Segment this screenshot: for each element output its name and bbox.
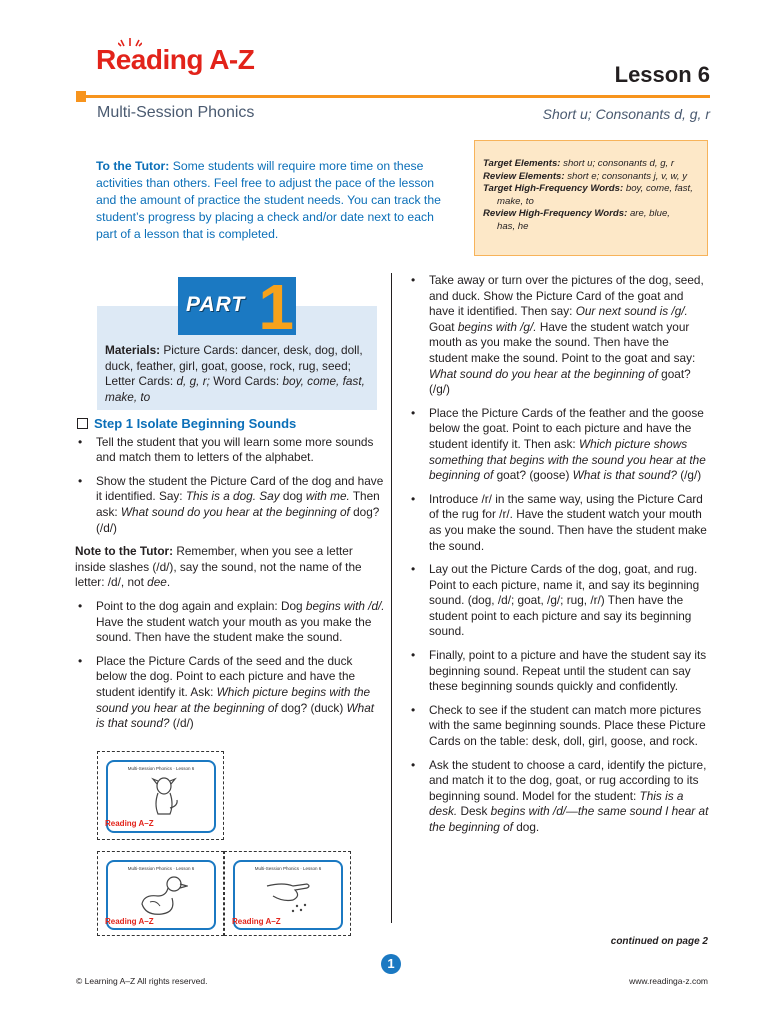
list-item: • Take away or turn over the pictures of the dog, seed, and duck. Show the Picture Card of the goat and have it identified. Then say: Our next sound is /g/. Goat begins with /g/. Have the student watch your mouth as you make the sound. Then have the student make the sound. Point to the goat and say: What sound do you hear at the beginning of goat? (/g/) xyxy=(408,273,710,398)
course-title: Multi-Session Phonics xyxy=(97,104,255,121)
reading-az-logo: Reading A-Z xyxy=(96,46,254,74)
tutor-intro: To the Tutor: Some students will require more time on these activities than others. Feel free to adjust the pace of the lesson and the amount of practice the student needs. You can track the student’s progress by placing a check and/or date next to each part of a lesson that is completed. xyxy=(96,159,441,241)
lesson-number: Lesson 6 xyxy=(614,62,710,87)
left-column xyxy=(75,416,385,740)
duck-icon xyxy=(138,874,188,920)
list-item: • Place the Picture Cards of the feather and the goose below the goat. Point to each picture and have the student identify it. Then ask: Which picture shows something that begins with the sound you hear at the beginning of goat? (goose) What is that sound? (/g/) xyxy=(408,406,710,484)
right-column xyxy=(408,273,710,844)
sun-rays-icon xyxy=(118,37,142,47)
part-label: PART xyxy=(186,293,246,316)
list-item: • Place the Picture Cards of the seed and the duck below the dog. Point to each picture and have the student identify it. Ask: Which picture begins with the sound you hear at the beginning of dog? (duck) What is that sound? (/d/) xyxy=(75,654,385,732)
page-number: 1 xyxy=(381,954,401,974)
list-item: • Point to the dog again and explain: Dog begins with /d/. Have the student watch your mouth as you make the sound. Then have the student make the sound. xyxy=(75,599,385,646)
part-number: 1 xyxy=(258,271,294,343)
list-item: • Show the student the Picture Card of the dog and have it identified. Say: This is a dog. Say dog with me. Then ask: What sound do you hear at the beginning of dog? (/d/) xyxy=(75,474,385,536)
header-rule xyxy=(76,95,710,98)
list-item: • Introduce /r/ in the same way, using the Picture Card of the rug for /r/. Have the student watch your mouth as you make the sound. Then have the student make the sound. xyxy=(408,492,710,554)
copyright: © Learning A–Z All rights reserved. xyxy=(76,976,208,986)
picture-card-duck: Multi-Session Phonics · Lesson 6 Reading A–Z xyxy=(97,851,224,936)
website-link[interactable]: www.readinga-z.com xyxy=(629,976,708,986)
target-elements-box: Target Elements: short u; consonants d, g, r Review Elements: short e; consonants j, v, w, y Target High-Frequency Words: boy, come, fast, make, to Review High-Frequency Words: are, blue, has, he xyxy=(474,140,708,256)
list-item: • Ask the student to choose a card, identify the picture, and match it to the dog, goat, or rug according to its beginning sound. Model for the student: This is a desk. Desk begins with /d/—the same sound I hear at the beginning of dog. xyxy=(408,758,710,836)
picture-card-seed: Multi-Session Phonics · Lesson 6 Reading A–Z xyxy=(224,851,351,936)
dog-icon xyxy=(144,776,182,818)
list-item: • Tell the student that you will learn some more sounds and match them to letters of the alphabet. xyxy=(75,435,385,466)
checkbox-icon[interactable] xyxy=(77,418,88,429)
column-divider xyxy=(391,273,392,923)
tutor-note: Note to the Tutor: Remember, when you see a letter inside slashes (/d/), say the sound, not the name of the letter: /d/, not dee. xyxy=(75,544,362,590)
lesson-topic: Short u; Consonants d, g, r xyxy=(542,106,710,122)
materials-box: Materials: Picture Cards: dancer, desk, dog, doll, duck, feather, girl, goat, goose, rock, rug, seed; Letter Cards: d, g, r; Word Cards: boy, come, fast, make, to xyxy=(97,306,377,410)
list-item: • Lay out the Picture Cards of the dog, goat, and rug. Point to each picture, name it, and say its beginning sound. (dog, /d/; goat, /g/; rug, /r/) Then have the student point to each picture and say its beginning sound. xyxy=(408,562,710,640)
list-item: • Check to see if the student can match more pictures with the same beginning sounds. Place these Picture Cards on the table: desk, doll, girl, goose, and rock. xyxy=(408,703,710,750)
step-1-heading: Step 1 Isolate Beginning Sounds xyxy=(75,416,385,432)
continued-note: continued on page 2 xyxy=(610,936,708,947)
part-1-badge xyxy=(178,271,296,343)
seed-hand-icon xyxy=(263,874,317,916)
list-item: • Finally, point to a picture and have the student say its beginning sound. Repeat until the student can say these beginning sounds quickly and confidently. xyxy=(408,648,710,695)
picture-card-dog: Multi-Session Phonics · Lesson 6 Reading A–Z xyxy=(97,751,224,840)
